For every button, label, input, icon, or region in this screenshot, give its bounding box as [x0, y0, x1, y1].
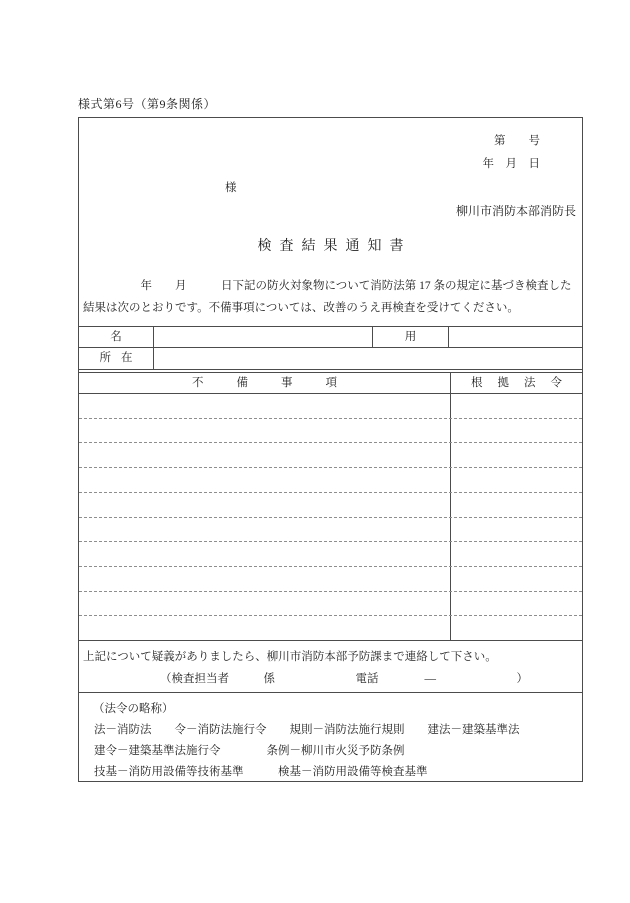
- contact-note-section: [79, 641, 582, 693]
- defect-row: [79, 394, 582, 419]
- defect-item-cell: [79, 567, 451, 591]
- use-value-cell: [449, 327, 582, 348]
- defect-item-cell: [79, 518, 451, 542]
- sender-name: 柳川市消防本部消防長: [455, 204, 576, 218]
- doc-date-line: 年 月 日: [482, 158, 540, 170]
- legal-basis-cell: [451, 419, 582, 443]
- legal-basis-cell: [451, 542, 582, 566]
- property-info-table: [78, 326, 583, 370]
- defect-item-cell: [79, 468, 451, 492]
- legal-basis-cell: [451, 493, 582, 517]
- address-value-cell: [154, 348, 582, 369]
- legal-basis-cell: [451, 468, 582, 492]
- address-label: 所在: [79, 348, 154, 369]
- legal-basis-cell: [451, 567, 582, 591]
- defect-row: [79, 616, 582, 640]
- legal-basis-cell: [451, 616, 582, 640]
- legal-basis-cell: [451, 592, 582, 616]
- legal-basis-cell: [451, 443, 582, 467]
- abbreviations-heading: （法令の略称）: [93, 703, 174, 715]
- document-title: 検査結果通知書: [257, 239, 412, 254]
- form-label: 様式第6号（第9条関係）: [78, 97, 217, 111]
- contact-note-line: 上記について疑義がありましたら、柳川市消防本部予防課まで連絡して下さい。: [83, 651, 497, 663]
- intro-paragraph: [83, 275, 579, 319]
- defect-items-header: 不備事項: [79, 373, 451, 393]
- defect-row: [79, 419, 582, 444]
- defect-table: [78, 372, 583, 641]
- intro-line-1: 年 月 日下記の防火対象物について消防法第 17 条の規定に基づき検査した: [83, 280, 572, 292]
- legal-basis-header: 根拠法令: [471, 377, 577, 389]
- addressee-honorific: 様: [225, 182, 237, 194]
- legal-basis-cell: [451, 518, 582, 542]
- legal-basis-cell: [451, 394, 582, 418]
- defect-item-cell: [79, 616, 451, 640]
- abbreviations-section: [79, 693, 582, 781]
- notification-form: [78, 117, 583, 782]
- abbreviations-line-1: 法－消防法 令－消防法施行令 規則－消防法施行規則 建法－建築基準法: [94, 724, 520, 736]
- defect-table-header-row: [79, 373, 582, 394]
- defect-item-cell: [79, 592, 451, 616]
- name-label: 名: [79, 327, 154, 348]
- defect-item-cell: [79, 443, 451, 467]
- defect-table-body: [79, 394, 582, 640]
- defect-row: [79, 592, 582, 617]
- defect-row: [79, 542, 582, 567]
- abbreviations-line-2: 建令－建築基準法施行令 条例－柳川市火災予防条例: [94, 745, 405, 757]
- defect-row: [79, 468, 582, 493]
- intro-line-2: 結果は次のとおりです。不備事項については、改善のうえ再検査を受けてください。: [83, 302, 519, 314]
- defect-item-cell: [79, 394, 451, 418]
- defect-row: [79, 493, 582, 518]
- name-value-cell: [154, 327, 373, 348]
- use-label: 用: [373, 327, 449, 348]
- defect-row: [79, 443, 582, 468]
- defect-item-cell: [79, 542, 451, 566]
- defect-row: [79, 567, 582, 592]
- defect-item-cell: [79, 419, 451, 443]
- doc-number-line: 第 号: [494, 135, 540, 147]
- defect-row: [79, 518, 582, 543]
- abbreviations-line-3: 技基－消防用設備等技術基準 検基－消防用設備等検査基準: [94, 766, 428, 778]
- defect-item-cell: [79, 493, 451, 517]
- inspector-phone-line: （検査担当者 係 電話 ― ）: [160, 673, 528, 685]
